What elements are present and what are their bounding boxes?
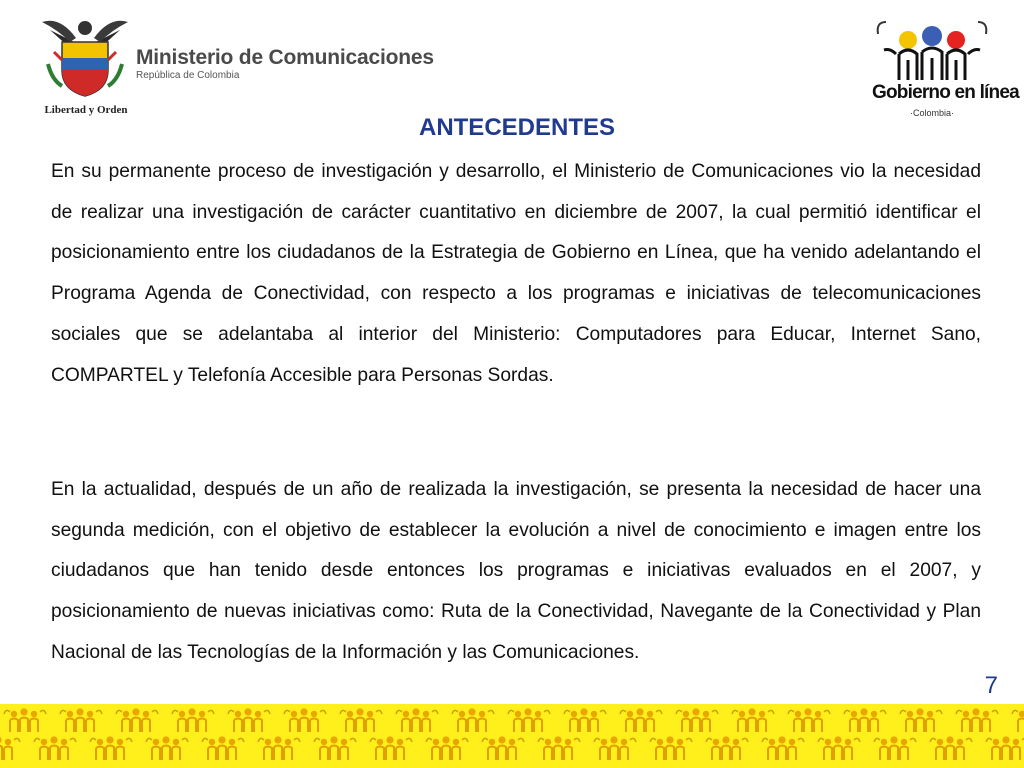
ministry-subtitle: República de Colombia <box>136 70 240 81</box>
coat-of-arms-icon <box>40 12 130 100</box>
slide-title: ANTECEDENTES <box>418 114 616 141</box>
page-number: 7 <box>984 672 998 699</box>
paragraph-2: En la actualidad, después de un año de realizada la investigación, se presenta la necesidad de hacer una segunda medición, con el objetivo de establecer la evolución a nivel de conocimiento e imagen entre los ciudadanos que han tenido desde entonces los programas e iniciativas evaluados en el 2007, y posicionamiento de nuevas iniciativas como: Ruta de la Conectividad, Navegante de la Conectividad y Plan Nacional de las Tecnologías de la Información y las Comunicaciones. <box>51 479 981 663</box>
people-figures-icon <box>872 20 992 84</box>
ministry-name: Ministerio de Comunicaciones <box>136 46 434 69</box>
ministry-header <box>36 10 436 122</box>
people-pattern-icon <box>0 704 1024 768</box>
paragraph-1: En su permanente proceso de investigación y desarrollo, el Ministerio de Comunicaciones vio la necesidad de realizar una investigación de carácter cuantitativo en diciembre de 2007, la cual permitió identificar el posicionamiento entre los ciudadanos de la Estrategia de Gobierno en Línea, que ha venido adelantando el Programa Agenda de Conectividad, con respecto a los programas e iniciativas de telecomunicaciones sociales que se adelantaba al interior del Ministerio: Computadores para Educar, Internet Sano, COMPARTEL y Telefonía Accesible para Personas Sordas. <box>51 161 981 386</box>
program-logo-subtitle: ·Colombia· <box>909 108 954 118</box>
gobierno-en-linea-logo <box>872 20 1019 120</box>
program-logo-title: Gobierno en línea <box>872 82 1019 103</box>
footer-band <box>0 704 1024 768</box>
crest-motto: Libertad y Orden <box>44 104 128 116</box>
